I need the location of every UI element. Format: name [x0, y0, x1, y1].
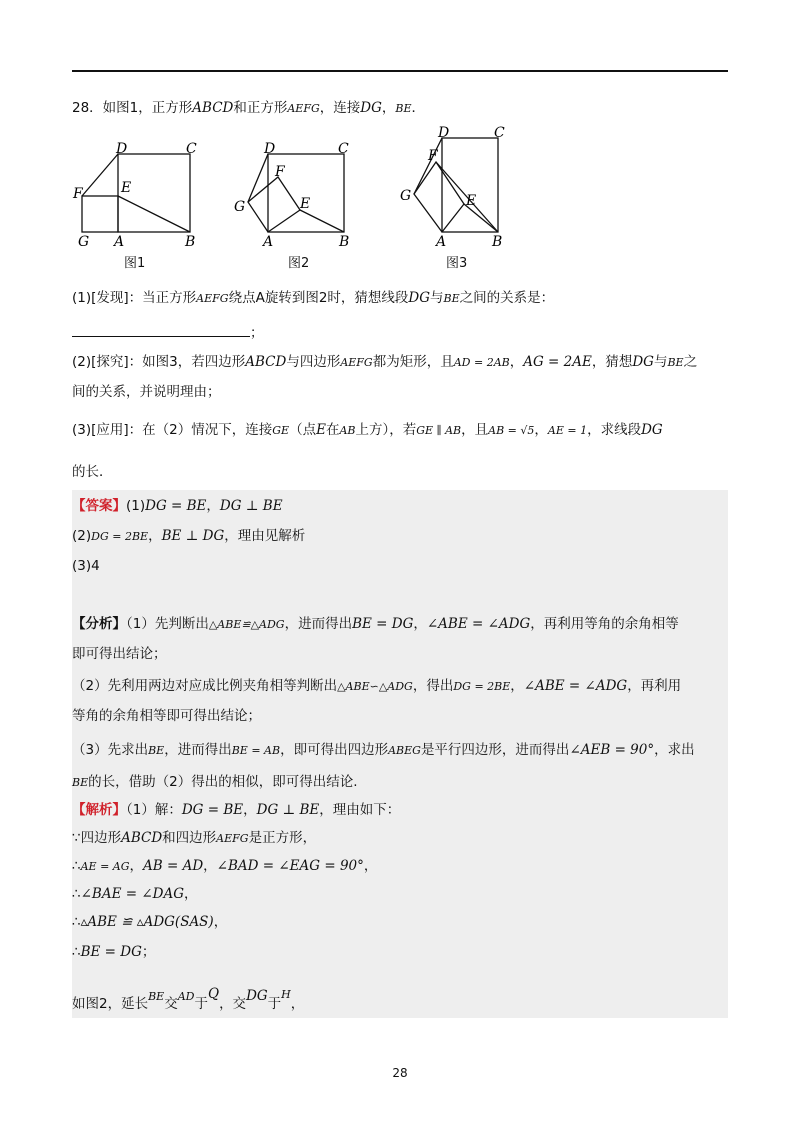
solution-text: ，	[129, 858, 144, 874]
figure-3	[394, 122, 514, 251]
solution-text: ，	[184, 886, 198, 902]
math-be: BE	[395, 102, 412, 115]
math-dg: DG	[632, 354, 654, 370]
part3-text: ，求线段	[587, 422, 642, 438]
math-dg-eq-2be: DG = 2BE	[453, 680, 511, 693]
analysis-line-3	[72, 676, 681, 697]
math-be: BE	[443, 292, 460, 305]
math-ae-1: AE = 1	[547, 424, 588, 437]
part2-text: (2)[探究]：如图3，若四边形	[72, 354, 246, 370]
math-be-eq-dg: BE = DG	[352, 616, 414, 632]
analysis-text: 等角的余角相等即可得出结论；	[72, 708, 261, 724]
solution-text: ，交	[219, 996, 247, 1012]
math-dg: DG	[360, 100, 382, 116]
part3-line-1	[72, 420, 663, 441]
math-ge-parallel-ab: GE ∥ AB	[416, 424, 462, 437]
math-be-eq-ab: BE = AB	[231, 744, 281, 757]
answer-text: ，	[148, 528, 162, 544]
label-c: C	[494, 125, 505, 141]
solution-text: 于	[194, 996, 208, 1012]
label-g: G	[234, 199, 246, 215]
analysis-text: ，进而得出	[284, 616, 353, 632]
math-dg-eq-be: DG = BE	[181, 802, 244, 818]
part2-text: 与	[653, 354, 668, 370]
math-abcd: ABCD	[245, 354, 287, 370]
label-f: F	[275, 164, 285, 180]
header-rule	[72, 70, 728, 72]
part1-text: (1)[发现]：当正方形	[72, 290, 197, 306]
solution-tag: 【解析】	[72, 802, 126, 818]
part2-text: 都为矩形，且	[372, 354, 454, 370]
solution-text: ∴	[72, 858, 81, 874]
math-angle-bae-dag: ∠BAE = ∠DAG	[80, 886, 184, 902]
analysis-text: （2）先利用两边对应成比例夹角相等判断出	[72, 678, 338, 694]
solution-text: ∵四边形	[72, 830, 122, 846]
part3-text: （点	[289, 422, 317, 438]
math-aefg: AEFG	[340, 356, 373, 369]
solution-text: ；	[141, 944, 156, 960]
part3-text: ，且	[461, 422, 489, 438]
math-aefg: AEFG	[196, 292, 229, 305]
label-e: E	[300, 196, 311, 212]
analysis-text: ，得出	[412, 678, 454, 694]
math-abeg: ABEG	[388, 744, 421, 757]
math-dg: DG	[246, 988, 268, 1004]
part2-line-1	[72, 352, 697, 373]
question-text: ，	[381, 100, 396, 116]
answer-tag: 【答案】	[72, 498, 126, 514]
math-aefg: AEFG	[287, 102, 320, 115]
analysis-line-4	[72, 706, 261, 726]
solution-text: ∴	[72, 886, 81, 902]
figure-3-caption: 图3	[446, 256, 468, 271]
math-ag-2ae: AG = 2AE	[523, 354, 592, 370]
solution-text: ，	[213, 914, 228, 930]
math-ab-eq-ad: AB = AD	[143, 858, 204, 874]
math-q: Q	[207, 986, 220, 1002]
label-e: E	[466, 193, 477, 209]
analysis-line-5	[72, 740, 695, 761]
math-dg-eq-2be: DG = 2BE	[91, 530, 149, 543]
math-congruent-sas: ▵ABE ≌ ▵ADG(SAS)	[80, 914, 214, 930]
analysis-text: ，即可得出四边形	[280, 742, 389, 758]
solution-line-3	[72, 856, 377, 877]
math-similar: △ABE∽△ADG	[337, 680, 413, 693]
label-b: B	[339, 234, 350, 247]
solution-text: 和四边形	[162, 830, 217, 846]
solution-text: ，	[363, 858, 378, 874]
analysis-text: （1）先判断出	[126, 616, 209, 632]
label-b: B	[185, 234, 196, 247]
question-text: 和正方形	[233, 100, 288, 116]
part1-text: 与	[430, 290, 444, 306]
analysis-text: 即可得出结论；	[72, 646, 167, 662]
question-line	[72, 98, 425, 119]
math-be: BE	[148, 990, 165, 1003]
math-ae-eq-ag: AE = AG	[80, 860, 130, 873]
math-be: BE	[148, 744, 165, 757]
math-be: BE	[667, 356, 684, 369]
math-e: E	[316, 422, 326, 438]
solution-line-2	[72, 828, 316, 849]
analysis-text: 的长，借助（2）得出的相似，即可得出结论.	[88, 774, 358, 790]
analysis-text: ，进而得出	[164, 742, 232, 758]
math-angle-aeb: ∠AEB = 90°	[569, 742, 655, 758]
part2-text: ，猜想	[591, 354, 633, 370]
label-f: F	[428, 148, 438, 164]
part1-text: ；	[250, 325, 264, 341]
math-ad-2ab: AD = 2AB	[453, 356, 510, 369]
math-dg-perp-be: DG ⊥ BE	[219, 498, 283, 514]
part1-text: 之间的关系是：	[459, 290, 555, 306]
page-number: 28	[392, 1066, 408, 1080]
part3-text: (3)[应用]：在（2）情况下，连接	[72, 422, 273, 438]
solution-text: 如图2，延长	[72, 996, 149, 1012]
math-be: BE	[72, 776, 89, 789]
label-g: G	[78, 234, 90, 247]
part1-text: 绕点A旋转到图2时，猜想线段	[228, 290, 409, 306]
figure-2-caption: 图2	[288, 256, 310, 271]
solution-text: 交	[164, 996, 178, 1012]
label-f: F	[73, 186, 83, 202]
label-a: A	[263, 234, 274, 247]
solution-line-4	[72, 884, 198, 904]
analysis-text: ，求出	[654, 742, 695, 758]
label-d: D	[264, 141, 276, 157]
part3-line-2	[72, 462, 113, 482]
solution-line-5	[72, 912, 227, 932]
math-be-perp-dg: BE ⊥ DG	[161, 528, 225, 544]
part3-text: 的长．	[72, 464, 113, 480]
part1-line	[72, 288, 554, 309]
part2-text: ，	[509, 354, 524, 370]
solution-text: 于	[267, 996, 282, 1012]
solution-line-7	[72, 984, 304, 1014]
answer-text: (2)	[72, 528, 92, 544]
solution-text: ∴	[72, 914, 81, 930]
analysis-text: 是平行四边形，进而得出	[420, 742, 570, 758]
solution-text: ，	[203, 858, 217, 874]
analysis-tag: 【分析】	[72, 616, 126, 632]
label-d: D	[116, 141, 128, 157]
math-ab-sqrt5: AB = √5	[488, 424, 535, 437]
label-b: B	[492, 234, 503, 247]
label-g: G	[400, 188, 412, 204]
math-be-eq-dg: BE = DG	[80, 944, 142, 960]
math-dg-perp-be: DG ⊥ BE	[256, 802, 320, 818]
math-angle-eq: ∠ABE = ∠ADG	[523, 678, 628, 694]
question-text: ，连接	[319, 100, 361, 116]
math-congruent: △ABE≌△ADG	[208, 618, 285, 631]
answer-line-3	[72, 556, 100, 576]
math-dg: DG	[641, 422, 663, 438]
figure-2	[228, 122, 358, 251]
label-c: C	[338, 141, 349, 157]
solution-line-6	[72, 942, 155, 962]
math-ab: AB	[339, 424, 356, 437]
part2-text: 之	[683, 354, 698, 370]
label-c: C	[186, 141, 197, 157]
answer-text: ，	[206, 498, 220, 514]
solution-text: ∴	[72, 944, 81, 960]
solution-text: （1）解：	[126, 802, 182, 818]
part2-text: 与四边形	[286, 354, 341, 370]
figure-1-caption: 图1	[124, 256, 146, 271]
answer-line-2	[72, 526, 305, 547]
label-a: A	[436, 234, 447, 247]
solution-text: ，	[243, 802, 257, 818]
answer-text: (3)4	[72, 558, 100, 574]
math-angle-eq: ∠ABE = ∠ADG	[426, 616, 531, 632]
analysis-text: ，再利用等角的余角相等	[530, 616, 679, 632]
part1-blank-line	[72, 322, 264, 343]
question-text: 28．如图1，正方形	[72, 100, 193, 116]
analysis-line-1	[72, 614, 679, 635]
math-ge: GE	[272, 424, 290, 437]
answer-blank[interactable]	[72, 322, 250, 337]
solution-text: 是正方形，	[248, 830, 317, 846]
math-aefg: AEFG	[216, 832, 249, 845]
math-h: H	[281, 988, 291, 1001]
answer-text: ，理由见解析	[224, 528, 306, 544]
part2-text: 间的关系，并说明理由；	[72, 384, 221, 400]
part3-text: ，	[534, 422, 548, 438]
solution-line-1	[72, 800, 400, 820]
math-ad: AD	[177, 990, 195, 1003]
label-d: D	[438, 125, 450, 141]
math-abcd: ABCD	[192, 100, 234, 116]
analysis-line-6	[72, 772, 358, 793]
analysis-text: ，	[413, 616, 427, 632]
part2-line-2	[72, 382, 221, 402]
analysis-text: （3）先求出	[72, 742, 149, 758]
analysis-text: ，	[510, 678, 524, 694]
part3-text: 在	[325, 422, 340, 438]
question-text: ．	[411, 100, 425, 116]
answer-line-1	[72, 496, 283, 516]
math-dg-eq-be: DG = BE	[145, 498, 207, 514]
analysis-line-2	[72, 644, 167, 664]
solution-text: ，理由如下：	[319, 802, 401, 818]
answer-text: (1)	[126, 498, 146, 514]
math-abcd: ABCD	[121, 830, 163, 846]
math-dg: DG	[408, 290, 431, 306]
label-a: A	[114, 234, 125, 247]
analysis-text: ，再利用	[627, 678, 682, 694]
math-angles-90: ∠BAD = ∠EAG = 90°	[216, 858, 364, 874]
part3-text: 上方），若	[355, 422, 417, 438]
label-e: E	[121, 180, 132, 196]
solution-text: ，	[290, 996, 305, 1012]
figure-1	[72, 122, 202, 251]
